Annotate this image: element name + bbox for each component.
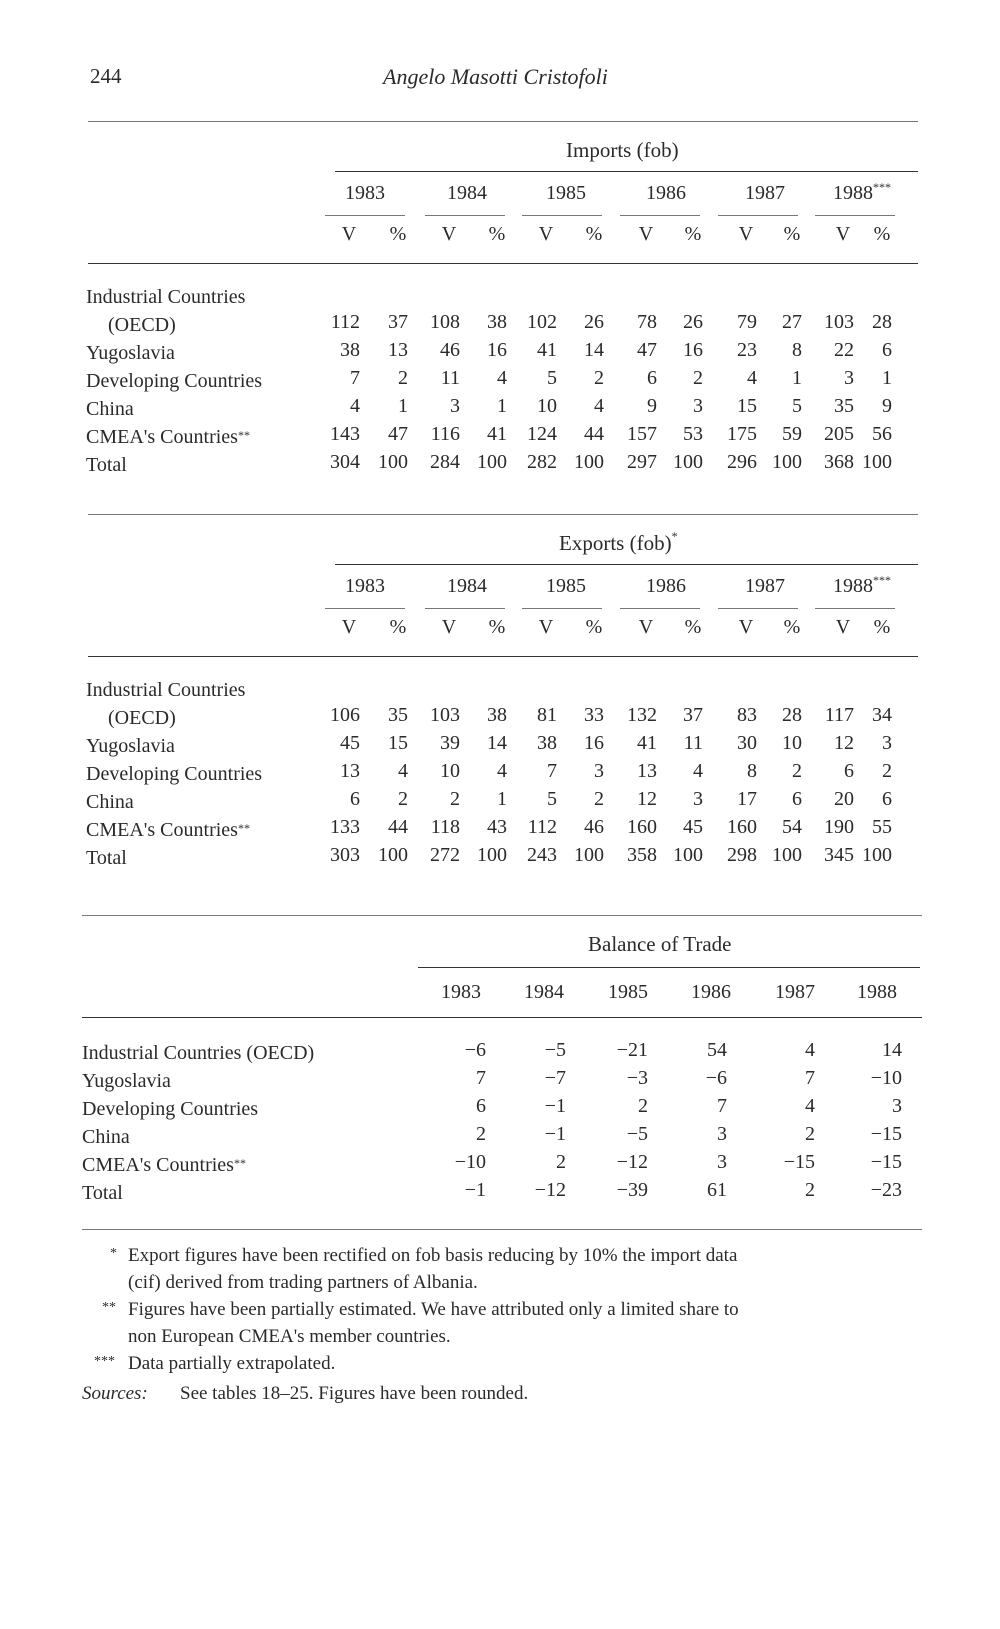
exports-cell: 345: [824, 844, 854, 866]
imports-cell: 44: [584, 423, 604, 445]
imports-cell: 143: [330, 423, 360, 445]
imports-cell: 4: [497, 367, 507, 389]
imports-cell: 100: [378, 451, 408, 473]
exports-cell: 81: [537, 704, 557, 726]
exports-cell: 54: [782, 816, 802, 838]
imports-cell: 13: [388, 339, 408, 361]
balance-cell: −15: [870, 1123, 902, 1145]
exports-cell: 160: [727, 816, 757, 838]
balance-cell: −3: [626, 1067, 648, 1089]
imports-row-label-sub: (OECD): [108, 314, 176, 336]
exports-cell: 30: [737, 732, 757, 754]
balance-cell: −7: [544, 1067, 566, 1089]
exports-cell: 2: [594, 788, 604, 810]
exports-cell: 100: [673, 844, 703, 866]
imports-year-underline-1: [425, 215, 505, 216]
imports-cell: 112: [330, 311, 360, 333]
imports-cell: 8: [792, 339, 802, 361]
balance-cell: 7: [717, 1095, 727, 1117]
balance-year-0: 1983: [441, 981, 481, 1003]
exports-cell: 33: [584, 704, 604, 726]
imports-cell: 3: [844, 367, 854, 389]
imports-year-3: 1986: [646, 182, 686, 204]
exports-cell: 44: [388, 816, 408, 838]
imports-cell: 47: [388, 423, 408, 445]
balance-cell: −39: [616, 1179, 648, 1201]
exports-cell: 3: [693, 788, 703, 810]
imports-cell: 53: [683, 423, 703, 445]
imports-cell: 4: [594, 395, 604, 417]
balance-cell: −10: [454, 1151, 486, 1173]
footnote-text: Figures have been partially estimated. We have attributed only a limited share to: [128, 1299, 739, 1320]
imports-cell: 108: [430, 311, 460, 333]
imports-v-header-5: V: [835, 223, 851, 245]
imports-cell: 26: [683, 311, 703, 333]
balance-cell: −6: [464, 1039, 486, 1061]
imports-year-underline-2: [522, 215, 602, 216]
exports-cell: 6: [882, 788, 892, 810]
imports-cell: 368: [824, 451, 854, 473]
balance-header-rule: [418, 967, 920, 968]
imports-pct-header-4: %: [783, 223, 801, 245]
exports-cell: 83: [737, 704, 757, 726]
exports-title: Exports (fob)*: [559, 529, 678, 555]
exports-cell: 3: [594, 760, 604, 782]
exports-year-underline-3: [620, 608, 700, 609]
exports-year-5: 1988***: [833, 573, 891, 597]
balance-row-label: Industrial Countries (OECD): [82, 1042, 315, 1064]
imports-body-rule: [88, 263, 918, 264]
exports-cell: 2: [450, 788, 460, 810]
exports-cell: 10: [782, 732, 802, 754]
footnote-mark: **: [102, 1300, 116, 1315]
exports-header-rule: [335, 564, 918, 565]
imports-cell: 4: [747, 367, 757, 389]
imports-cell: 22: [834, 339, 854, 361]
balance-cell: −12: [534, 1179, 566, 1201]
balance-cell: 2: [556, 1151, 566, 1173]
imports-cell: 297: [627, 451, 657, 473]
imports-title: Imports (fob): [566, 138, 679, 162]
exports-cell: 17: [737, 788, 757, 810]
balance-row-label: CMEA's Countries**: [82, 1154, 246, 1176]
exports-cell: 37: [683, 704, 703, 726]
balance-cell: 3: [717, 1151, 727, 1173]
balance-year-4: 1987: [775, 981, 815, 1003]
imports-cell: 100: [862, 451, 892, 473]
exports-cell: 4: [398, 760, 408, 782]
exports-year-2: 1985: [546, 575, 586, 597]
page-number: 244: [90, 64, 122, 88]
exports-cell: 118: [430, 816, 460, 838]
imports-cell: 1: [497, 395, 507, 417]
balance-cell: −5: [544, 1039, 566, 1061]
balance-row-label: China: [82, 1126, 130, 1148]
exports-cell: 298: [727, 844, 757, 866]
exports-pct-header-1: %: [488, 616, 506, 638]
imports-cell: 296: [727, 451, 757, 473]
imports-cell: 175: [727, 423, 757, 445]
footnote-rule: [82, 1229, 922, 1230]
imports-cell: 27: [782, 311, 802, 333]
exports-cell: 2: [882, 760, 892, 782]
exports-row-label: CMEA's Countries**: [86, 819, 250, 841]
balance-cell: −21: [616, 1039, 648, 1061]
exports-cell: 28: [782, 704, 802, 726]
imports-v-header-2: V: [538, 223, 554, 245]
exports-cell: 3: [882, 732, 892, 754]
exports-cell: 41: [637, 732, 657, 754]
imports-cell: 2: [693, 367, 703, 389]
imports-row-label: Developing Countries: [86, 370, 263, 392]
exports-year-underline-1: [425, 608, 505, 609]
imports-cell: 46: [440, 339, 460, 361]
balance-cell: 14: [882, 1039, 902, 1061]
imports-pct-header-2: %: [585, 223, 603, 245]
imports-cell: 56: [872, 423, 892, 445]
exports-body-rule: [88, 656, 918, 657]
balance-body-rule: [82, 1017, 922, 1018]
exports-v-header-2: V: [538, 616, 554, 638]
sources-text: See tables 18–25. Figures have been rounded.: [180, 1383, 529, 1404]
imports-cell: 3: [693, 395, 703, 417]
exports-v-header-3: V: [638, 616, 654, 638]
imports-cell: 9: [647, 395, 657, 417]
imports-cell: 100: [574, 451, 604, 473]
exports-cell: 100: [477, 844, 507, 866]
imports-cell: 37: [388, 311, 408, 333]
exports-cell: 100: [862, 844, 892, 866]
exports-cell: 55: [872, 816, 892, 838]
exports-cell: 2: [792, 760, 802, 782]
imports-cell: 100: [673, 451, 703, 473]
exports-cell: 358: [627, 844, 657, 866]
balance-cell: 61: [707, 1179, 727, 1201]
imports-cell: 2: [594, 367, 604, 389]
exports-cell: 11: [683, 732, 703, 754]
imports-pct-header-0: %: [389, 223, 407, 245]
exports-cell: 10: [440, 760, 460, 782]
exports-cell: 103: [430, 704, 460, 726]
imports-cell: 47: [637, 339, 657, 361]
balance-cell: −1: [544, 1123, 566, 1145]
balance-cell: 4: [805, 1095, 815, 1117]
exports-cell: 13: [340, 760, 360, 782]
exports-cell: 34: [872, 704, 892, 726]
balance-cell: 4: [805, 1039, 815, 1061]
exports-cell: 243: [527, 844, 557, 866]
balance-cell: −10: [870, 1067, 902, 1089]
exports-cell: 160: [627, 816, 657, 838]
balance-cell: 2: [805, 1123, 815, 1145]
balance-row-label: Developing Countries: [82, 1098, 259, 1120]
exports-cell: 12: [834, 732, 854, 754]
exports-pct-header-4: %: [783, 616, 801, 638]
exports-cell: 100: [574, 844, 604, 866]
imports-cell: 1: [882, 367, 892, 389]
exports-year-4: 1987: [745, 575, 785, 597]
footnote-mark: *: [110, 1246, 117, 1261]
balance-cell: 3: [717, 1123, 727, 1145]
exports-cell: 112: [527, 816, 557, 838]
exports-v-header-0: V: [341, 616, 357, 638]
exports-cell: 39: [440, 732, 460, 754]
imports-cell: 100: [772, 451, 802, 473]
balance-row-label: Yugoslavia: [82, 1070, 171, 1092]
imports-cell: 15: [737, 395, 757, 417]
exports-cell: 6: [792, 788, 802, 810]
imports-cell: 41: [537, 339, 557, 361]
exports-cell: 272: [430, 844, 460, 866]
exports-cell: 303: [330, 844, 360, 866]
balance-cell: −15: [783, 1151, 815, 1173]
footnote-mark: ***: [94, 1354, 115, 1369]
exports-cell: 117: [824, 704, 854, 726]
exports-top-rule: [88, 514, 918, 515]
footnote-text: (cif) derived from trading partners of Albania.: [128, 1272, 478, 1293]
exports-cell: 13: [637, 760, 657, 782]
balance-cell: 2: [638, 1095, 648, 1117]
imports-cell: 6: [882, 339, 892, 361]
exports-pct-header-5: %: [873, 616, 891, 638]
imports-row-label: China: [86, 398, 134, 420]
imports-cell: 26: [584, 311, 604, 333]
imports-cell: 38: [340, 339, 360, 361]
imports-cell: 284: [430, 451, 460, 473]
exports-cell: 1: [497, 788, 507, 810]
imports-cell: 100: [477, 451, 507, 473]
imports-cell: 16: [487, 339, 507, 361]
balance-title: Balance of Trade: [588, 932, 732, 956]
exports-cell: 100: [378, 844, 408, 866]
exports-cell: 45: [340, 732, 360, 754]
imports-cell: 6: [647, 367, 657, 389]
running-head: Angelo Masotti Cristofoli: [383, 64, 608, 89]
exports-year-underline-2: [522, 608, 602, 609]
balance-year-3: 1986: [691, 981, 731, 1003]
exports-cell: 38: [487, 704, 507, 726]
exports-cell: 14: [487, 732, 507, 754]
exports-cell: 12: [637, 788, 657, 810]
imports-pct-header-5: %: [873, 223, 891, 245]
exports-cell: 35: [388, 704, 408, 726]
sources-label: Sources:: [82, 1383, 148, 1404]
exports-pct-header-2: %: [585, 616, 603, 638]
footnote-text: Data partially extrapolated.: [128, 1353, 336, 1374]
imports-cell: 2: [398, 367, 408, 389]
exports-v-header-1: V: [441, 616, 457, 638]
exports-year-1: 1984: [447, 575, 487, 597]
imports-cell: 1: [792, 367, 802, 389]
exports-cell: 45: [683, 816, 703, 838]
imports-v-header-4: V: [738, 223, 754, 245]
imports-cell: 23: [737, 339, 757, 361]
exports-v-header-5: V: [835, 616, 851, 638]
imports-pct-header-3: %: [684, 223, 702, 245]
imports-cell: 124: [527, 423, 557, 445]
imports-cell: 28: [872, 311, 892, 333]
footnote-text: non European CMEA's member countries.: [128, 1326, 451, 1347]
balance-cell: 2: [476, 1123, 486, 1145]
imports-pct-header-1: %: [488, 223, 506, 245]
imports-top-rule: [88, 121, 918, 122]
imports-year-4: 1987: [745, 182, 785, 204]
imports-cell: 16: [683, 339, 703, 361]
imports-cell: 14: [584, 339, 604, 361]
balance-cell: 7: [476, 1067, 486, 1089]
exports-cell: 133: [330, 816, 360, 838]
imports-cell: 1: [398, 395, 408, 417]
exports-cell: 43: [487, 816, 507, 838]
imports-year-5: 1988***: [833, 180, 891, 204]
exports-row-label: China: [86, 791, 134, 813]
balance-cell: −12: [616, 1151, 648, 1173]
balance-year-5: 1988: [857, 981, 897, 1003]
balance-cell: −1: [464, 1179, 486, 1201]
imports-cell: 10: [537, 395, 557, 417]
imports-v-header-0: V: [341, 223, 357, 245]
imports-cell: 7: [350, 367, 360, 389]
exports-v-header-4: V: [738, 616, 754, 638]
imports-cell: 116: [430, 423, 460, 445]
balance-cell: −6: [705, 1067, 727, 1089]
exports-cell: 4: [497, 760, 507, 782]
imports-cell: 5: [547, 367, 557, 389]
exports-cell: 6: [844, 760, 854, 782]
imports-row-label: CMEA's Countries**: [86, 426, 250, 448]
imports-row-label: Yugoslavia: [86, 342, 175, 364]
imports-year-2: 1985: [546, 182, 586, 204]
exports-year-underline-0: [325, 608, 405, 609]
imports-year-underline-0: [325, 215, 405, 216]
imports-header-rule: [335, 171, 918, 172]
exports-cell: 20: [834, 788, 854, 810]
balance-cell: 2: [805, 1179, 815, 1201]
exports-cell: 5: [547, 788, 557, 810]
exports-row-label-sub: (OECD): [108, 707, 176, 729]
balance-cell: 54: [707, 1039, 727, 1061]
imports-cell: 38: [487, 311, 507, 333]
balance-year-1: 1984: [524, 981, 564, 1003]
exports-cell: 7: [547, 760, 557, 782]
exports-row-label: Total: [86, 847, 127, 869]
imports-cell: 9: [882, 395, 892, 417]
imports-cell: 103: [824, 311, 854, 333]
exports-pct-header-3: %: [684, 616, 702, 638]
imports-cell: 41: [487, 423, 507, 445]
imports-cell: 79: [737, 311, 757, 333]
balance-cell: 3: [892, 1095, 902, 1117]
balance-cell: 7: [805, 1067, 815, 1089]
exports-year-underline-4: [718, 608, 798, 609]
footnote-text: Export figures have been rectified on fob basis reducing by 10% the import data: [128, 1245, 738, 1266]
exports-row-label: Developing Countries: [86, 763, 263, 785]
exports-cell: 46: [584, 816, 604, 838]
exports-row-label: Yugoslavia: [86, 735, 175, 757]
balance-cell: 6: [476, 1095, 486, 1117]
imports-v-header-1: V: [441, 223, 457, 245]
balance-row-label: Total: [82, 1182, 123, 1204]
imports-cell: 59: [782, 423, 802, 445]
imports-cell: 157: [627, 423, 657, 445]
imports-cell: 11: [440, 367, 460, 389]
exports-cell: 8: [747, 760, 757, 782]
exports-cell: 15: [388, 732, 408, 754]
imports-year-0: 1983: [345, 182, 385, 204]
exports-cell: 190: [824, 816, 854, 838]
balance-top-rule: [82, 915, 922, 916]
imports-cell: 102: [527, 311, 557, 333]
imports-cell: 304: [330, 451, 360, 473]
exports-cell: 4: [693, 760, 703, 782]
imports-cell: 35: [834, 395, 854, 417]
balance-cell: −15: [870, 1151, 902, 1173]
imports-year-underline-3: [620, 215, 700, 216]
imports-cell: 78: [637, 311, 657, 333]
exports-pct-header-0: %: [389, 616, 407, 638]
balance-year-2: 1985: [608, 981, 648, 1003]
imports-cell: 282: [527, 451, 557, 473]
exports-cell: 132: [627, 704, 657, 726]
exports-year-0: 1983: [345, 575, 385, 597]
exports-cell: 106: [330, 704, 360, 726]
exports-cell: 16: [584, 732, 604, 754]
balance-cell: −1: [544, 1095, 566, 1117]
imports-year-1: 1984: [447, 182, 487, 204]
imports-cell: 4: [350, 395, 360, 417]
imports-cell: 205: [824, 423, 854, 445]
imports-cell: 3: [450, 395, 460, 417]
exports-cell: 2: [398, 788, 408, 810]
imports-year-underline-5: [815, 215, 895, 216]
imports-row-label: Industrial Countries: [86, 286, 246, 308]
imports-year-underline-4: [718, 215, 798, 216]
exports-row-label: Industrial Countries: [86, 679, 246, 701]
imports-cell: 5: [792, 395, 802, 417]
exports-cell: 38: [537, 732, 557, 754]
balance-cell: −23: [870, 1179, 902, 1201]
balance-cell: −5: [626, 1123, 648, 1145]
exports-cell: 6: [350, 788, 360, 810]
exports-year-3: 1986: [646, 575, 686, 597]
imports-row-label: Total: [86, 454, 127, 476]
exports-year-underline-5: [815, 608, 895, 609]
imports-v-header-3: V: [638, 223, 654, 245]
exports-cell: 100: [772, 844, 802, 866]
